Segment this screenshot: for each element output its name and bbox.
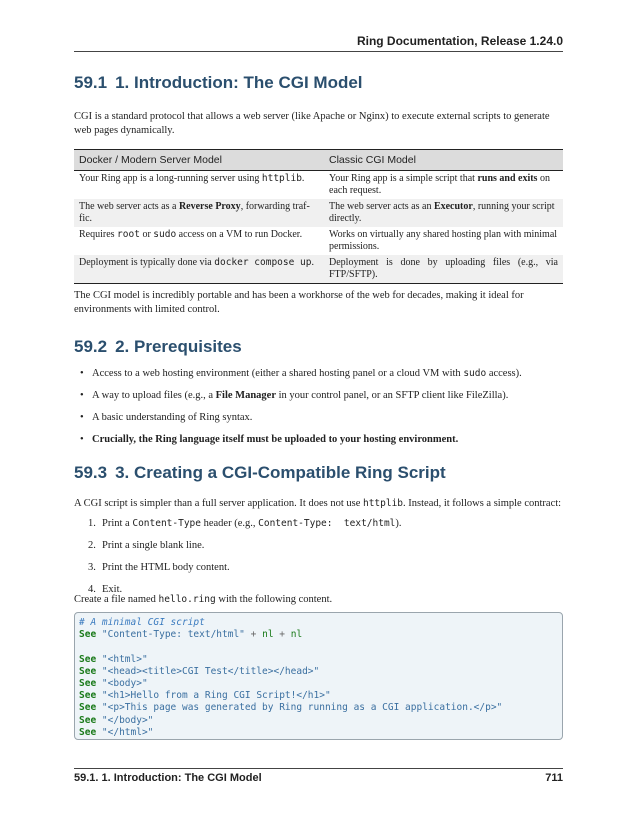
list-item: 2. Print a single blank line. [88, 540, 205, 551]
comparison-table [74, 149, 563, 284]
table-cell: The web server acts as an Executor, running your script directly. [324, 199, 563, 227]
header-rule [74, 51, 563, 52]
footer-section-title: 59.1. 1. Introduction: The CGI Model [74, 772, 262, 784]
prerequisites-list [74, 367, 562, 455]
running-header: Ring Documentation, Release 1.24.0 [356, 34, 563, 48]
list-item: 1. Print a Content-Type header (e.g., Content-Type: text/html). [88, 518, 402, 529]
page-number: 711 [545, 772, 563, 784]
table-row [74, 199, 563, 227]
create-file-paragraph: Create a file named hello.ring with the following content. [74, 594, 333, 605]
table-row [74, 171, 563, 200]
table-row [74, 255, 563, 284]
section-heading-59-3: 59.3 3. Creating a CGI-Compatible Ring Script [74, 463, 446, 482]
table-cell: Requires root or sudo access on a VM to run Docker. [79, 229, 303, 240]
list-item: • A way to upload files (e.g., a File Manager in your control panel, or an SFTP client like FileZilla). [92, 389, 562, 402]
table-header-cell: Classic CGI Model [324, 150, 563, 171]
table-header-cell: Docker / Modern Server Model [74, 150, 324, 171]
list-item: • Access to a web hosting environment (either a shared hosting panel or a cloud VM with sudo access). [92, 367, 562, 380]
section-heading-59-2: 59.2 2. Prerequisites [74, 337, 242, 356]
table-cell: Your Ring app is a simple script that runs and exits on each request. [329, 173, 550, 196]
list-item: • A basic understanding of Ring syntax. [92, 411, 562, 424]
section-heading-59-1: 59.1 1. Introduction: The CGI Model [74, 73, 363, 92]
table-cell: Deployment is done by uploading files (e.g., via FTP/SFTP). [324, 255, 563, 284]
footer-rule [74, 768, 563, 769]
table-cell: Deployment is typically done via docker compose up. [74, 255, 324, 284]
page-footer [74, 772, 563, 784]
outro-paragraph: The CGI model is incredibly portable and has been a workhorse of the web for decades, making it ideal for environments with limited control. [74, 290, 524, 315]
table-cell: The web server acts as a Reverse Proxy, forwarding traf-fic. [74, 199, 324, 227]
list-item: 3. Print the HTML body content. [88, 562, 230, 573]
code-content: # A minimal CGI script See "Content-Type: text/html" + nl + nl See "<html>" See "<head><title>CGI Test</title></head>" See "<body>" See "<h1>Hello from a Ring CGI Script!</h1>" See "<p>This page was generated by Ring running as a CGI application.</p>" See "</body>" See "</html>" [79, 617, 503, 738]
list-item: 4. Exit. [88, 584, 123, 595]
table-header-row [74, 150, 563, 171]
table-row [74, 227, 563, 255]
list-item: • Crucially, the Ring language itself must be uploaded to your hosting environment. [92, 433, 562, 446]
intro-paragraph: CGI is a standard protocol that allows a web server (like Apache or Nginx) to execute external scripts to generate web pages dynamically. [74, 111, 550, 136]
code-block [74, 612, 563, 740]
section3-intro: A CGI script is simpler than a full server application. It does not use httplib. Instead, it follows a simple contract: [74, 498, 562, 509]
table-cell: Your Ring app is a long-running server using httplib. [79, 173, 305, 184]
steps-list [74, 517, 558, 605]
table-cell: Works on virtually any shared hosting plan with minimal permissions. [329, 229, 558, 252]
